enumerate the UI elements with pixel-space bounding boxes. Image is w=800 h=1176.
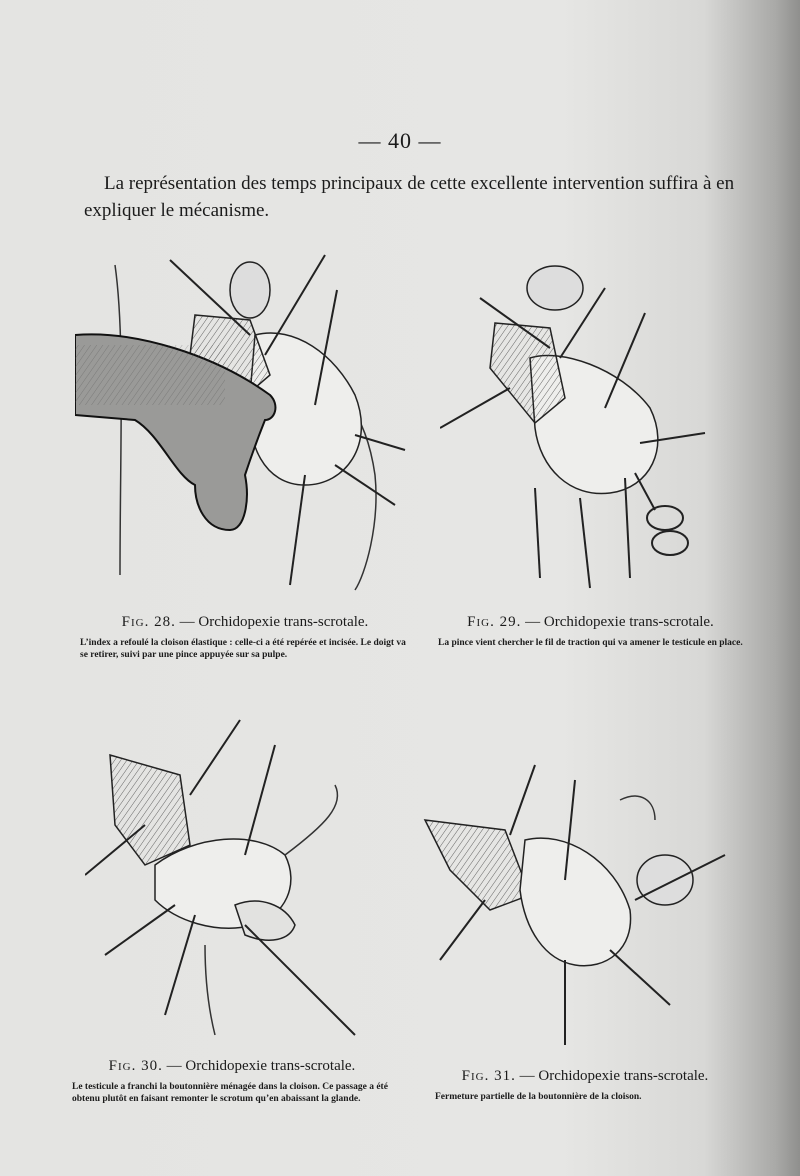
page-number: — 40 — bbox=[358, 128, 442, 153]
figure-28-description: L’index a refoulé la cloison élastique : celle-ci a été repérée et incisée. Le doigt va se retirer, suivi par une pince appuyée sur sa pulpe. bbox=[80, 638, 406, 660]
figure-28-caption bbox=[80, 614, 410, 661]
figure-31-illustration bbox=[415, 760, 730, 1055]
figure-31-description: Fermeture partielle de la boutonnière de la cloison. bbox=[435, 1092, 642, 1102]
figure-30-title: Fig. 30. — Orchidopexie trans-scrotale. bbox=[108, 1058, 356, 1074]
figure-30-description: Le testicule a franchi la boutonnière ménagée dans la cloison. Ce passage a été obtenu plutôt en faisant remonter le scrotum qu’en abaissant la glande. bbox=[72, 1082, 388, 1104]
figure-30-caption bbox=[72, 1058, 392, 1105]
figure-29-description: La pince vient chercher le fil de traction qui va amener le testicule en place. bbox=[438, 638, 743, 648]
figure-30-illustration bbox=[85, 715, 385, 1045]
figure-31-title: Fig. 31. — Orchidopexie trans-scrotale. bbox=[461, 1068, 709, 1084]
figure-28-illustration bbox=[75, 245, 420, 600]
figure-29-caption bbox=[438, 614, 743, 649]
figure-29-title: Fig. 29. — Orchidopexie trans-scrotale. bbox=[467, 614, 714, 630]
intro-paragraph: La représentation des temps principaux de cette excellente intervention suffira à en expliquer le mécanisme. bbox=[84, 173, 735, 221]
figure-29-illustration bbox=[440, 248, 740, 598]
figure-31-caption bbox=[435, 1068, 735, 1103]
figure-28-title: Fig. 28. — Orchidopexie trans-scrotale. bbox=[121, 614, 369, 630]
